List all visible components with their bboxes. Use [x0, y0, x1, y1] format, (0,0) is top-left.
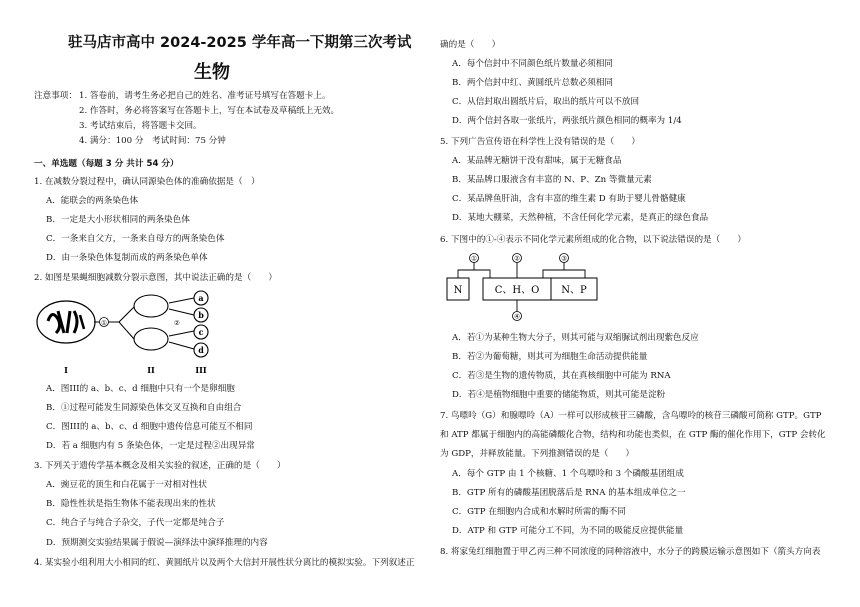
question-stem: 3. 下列关于遗传学基本概念及相关实验的叙述，正确的是（ ） [34, 461, 286, 471]
option: B．若②为葡萄糖，则其可为细胞生命活动提供能量 [452, 352, 648, 362]
step-1-label: ① [101, 319, 107, 327]
option: D．两个信封各取一张纸片，两张纸片颜色相同的概率为 1/4 [452, 116, 682, 126]
cell-label: b [198, 310, 204, 320]
option: D．若 a 细胞内有 5 条染色体，一定是过程②出现异常 [46, 441, 255, 451]
box-label: N [453, 285, 463, 296]
stage-label: III [195, 365, 207, 375]
option: B．两个信封中红、黄圆纸片总数必须相同 [452, 78, 614, 88]
question-stem: 确的是（ ） [440, 40, 501, 50]
stage-label: I [64, 365, 68, 375]
option: A．每个 GTP 由 1 个核糖、1 个鸟嘌呤和 3 个磷酸基团组成 [452, 469, 684, 479]
option: A．豌豆花的顶生和白花属于一对相对性状 [46, 480, 207, 490]
box-label: C、H、O [494, 285, 540, 296]
option: C．某品牌鱼肝油，含有丰富的维生素 D 有助于婴儿骨骼健康 [452, 194, 686, 204]
section-heading: 一、单选题（每题 3 分 共计 54 分） [34, 159, 179, 169]
element-diagram [445, 252, 635, 324]
option: B．隐性性状是指生物体不能表现出来的性状 [46, 499, 216, 509]
notice-item: 1. 答卷前，请考生务必把自己的姓名、准考证号填写在答题卡上。 [79, 91, 331, 101]
option: B．GTP 所有的磷酸基团脱落后是 RNA 的基本组成单位之一 [452, 488, 686, 498]
cell-label: d [198, 345, 204, 355]
notice-item: 2. 作答时，务必将答案写在答题卡上，写在本试卷及草稿纸上无效。 [79, 106, 340, 116]
question-stem: 2. 如图是果蝇细胞减数分裂示意图，其中说法正确的是（ ） [34, 273, 277, 283]
option: D．由一条染色体复制而成的两条染色单体 [46, 253, 208, 263]
step-2-label: ② [174, 319, 180, 327]
option: A．能联会的两条染色体 [46, 196, 139, 206]
option: B．某品牌口服液含有丰富的 N、P、Zn 等微量元素 [452, 175, 652, 185]
marker-2: ② [514, 254, 520, 263]
question-stem: 4. 某实验小组利用大小相同的红、黄圆纸片以及两个大信封开展性状分离比的模拟实验。下列叙述正 [34, 558, 415, 568]
question-stem: 1. 在减数分裂过程中，确认同源染色体的准确依据是（ ） [34, 177, 260, 187]
question-stem: 6. 下图中的①-④表示不同化学元素所组成的化合物，以下说法错误的是（ ） [440, 235, 747, 245]
option: C．纯合子与纯合子杂交，子代一定都是纯合子 [46, 518, 225, 528]
question-stem: 和 ATP 都属于细胞内的高能磷酸化合物，结构和功能也类似，在 GTP 酶的催化作用下，GTP 会转化 [440, 430, 826, 440]
question-stem: 8. 将家兔红细胞置于甲乙丙三种不同浓度的同种溶液中，水分子的跨膜运输示意图如下（箭头方向表 [440, 547, 821, 557]
question-stem: 为 GDP，并释放能量。下列推测错误的是（ ） [440, 449, 635, 459]
exam-title: 驻马店市高中 2024-2025 学年高一下期第三次考试 [68, 35, 412, 51]
cell-II-lower [134, 328, 168, 350]
option: C．GTP 在细胞内合成和水解时所需的酶不同 [452, 507, 626, 517]
stage-label: II [147, 365, 155, 375]
notice-item: 3. 考试结束后，将答题卡交回。 [79, 121, 202, 131]
option: A．某品牌无糖饼干没有甜味，属于无糖食品 [452, 156, 622, 166]
option: B．①过程可能发生同源染色体交叉互换和自由组合 [46, 403, 242, 413]
option: C．从信封取出圆纸片后，取出的纸片可以不放回 [452, 97, 640, 107]
option: D．ATP 和 GTP 可能分工不同，为不同的吸能反应提供能量 [452, 526, 684, 536]
option: A．每个信封中不同颜色纸片数量必须相同 [452, 59, 613, 69]
notice-label: 注意事项： [34, 91, 77, 101]
option: D．预期测交实验结果属于假说—演绎法中演绎推理的内容 [46, 538, 268, 548]
box-label: N、P [561, 285, 587, 296]
notice-item: 4. 满分：100 分 考试时间：75 分钟 [79, 136, 226, 146]
cell-label: c [198, 327, 204, 337]
option: C．图III的 a、b、c、d 细胞中遗传信息可能互不相同 [46, 422, 253, 432]
cell-I [37, 301, 95, 343]
meiosis-diagram [34, 289, 224, 377]
marker-1: ① [471, 254, 477, 263]
option: A．若①为某种生物大分子，则其可能与双缩脲试剂出现紫色反应 [452, 333, 699, 343]
cell-II-upper [134, 295, 168, 317]
option: C．一条来自父方，一条来自母方的两条染色体 [46, 234, 225, 244]
question-stem: 5. 下列广告宣传语在科学性上没有错误的是（ ） [440, 137, 640, 147]
cell-label: a [198, 293, 204, 303]
option: D．若④是植物细胞中重要的储能物质，则其可能是淀粉 [452, 390, 666, 400]
option: B．一定是大小形状相同的两条染色体 [46, 215, 190, 225]
marker-4: ④ [514, 312, 520, 321]
option: A．图III的 a、b、c、d 细胞中只有一个是卵细胞 [46, 384, 235, 394]
marker-3: ③ [561, 254, 567, 263]
option: C．若③是生物的遗传物质，其在真核细胞中可能为 RNA [452, 371, 671, 381]
question-stem: 7. 鸟嘌呤（G）和腺嘌呤（A）一样可以形成核苷三磷酸，含鸟嘌呤的核苷三磷酸可简称 GTP。GTP [440, 411, 822, 421]
option: D．某地大棚菜，天然种植，不含任何化学元素，是真正的绿色食品 [452, 213, 709, 223]
subject-title: 生物 [194, 62, 230, 83]
